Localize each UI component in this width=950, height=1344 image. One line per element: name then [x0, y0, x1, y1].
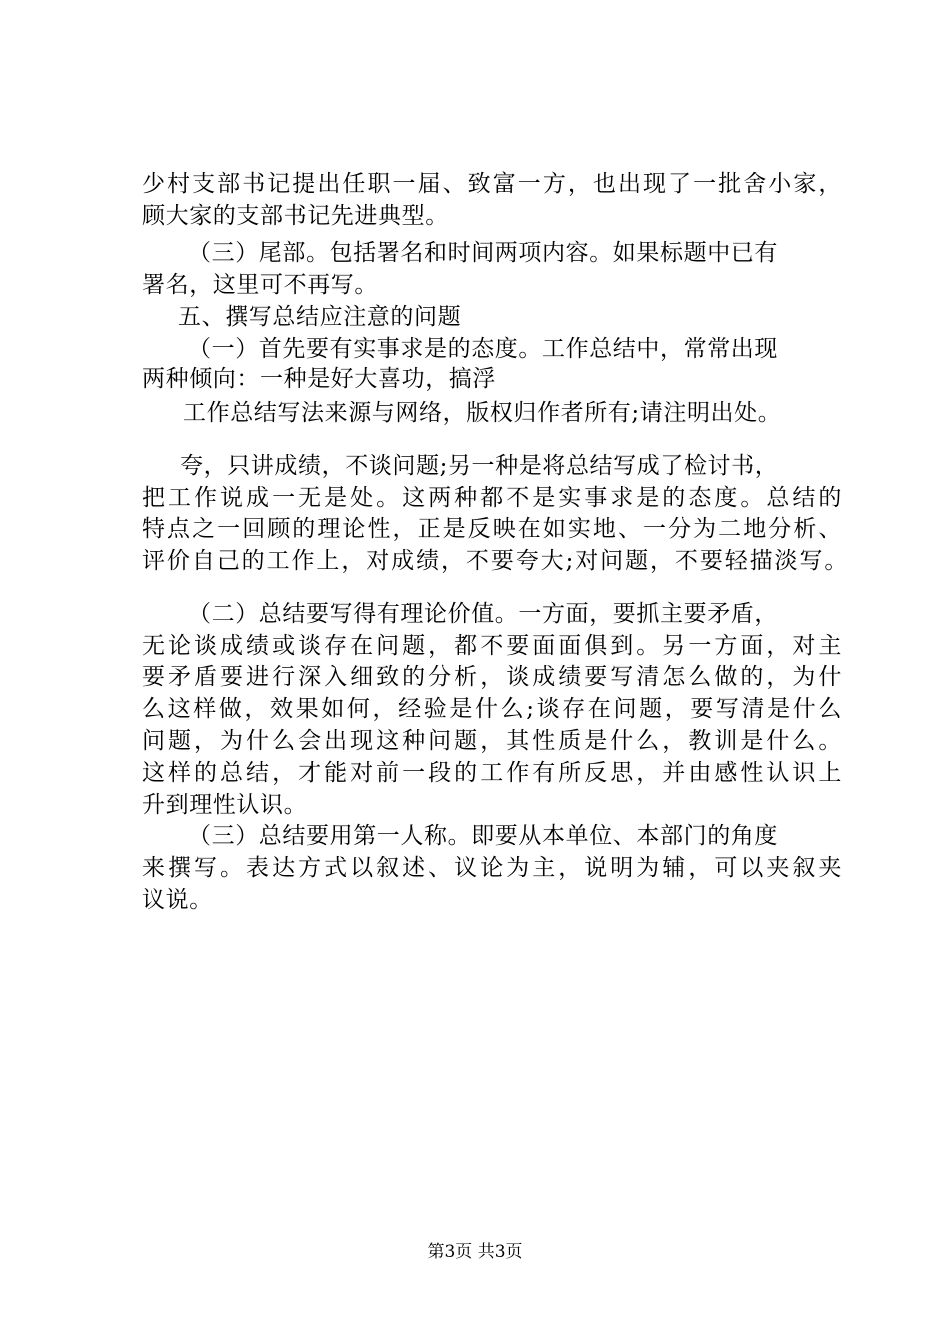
text-line: 特点之一回顾的理论性，正是反映在如实地、一分为二地分析、	[142, 516, 842, 542]
paragraph-line: 夸，只讲成绩，不谈问题;另一种是将总结写成了检讨书，	[180, 453, 779, 479]
paragraph-line: （一）首先要有实事求是的态度。工作总结中，常常出现	[188, 336, 778, 362]
text-line: 评价自己的工作上，对成绩，不要夸大;对问题，不要轻描淡写。	[142, 548, 848, 574]
text-line: 来撰写。表达方式以叙述、议论为主，说明为辅，可以夹叙夹	[142, 855, 842, 881]
text-line: 这样的总结，才能对前一段的工作有所反思，并由感性认识上	[142, 760, 842, 786]
text-line: 无论谈成绩或谈存在问题，都不要面面俱到。另一方面，对主	[142, 633, 842, 659]
text-line: 要矛盾要进行深入细致的分析，谈成绩要写清怎么做的，为什	[142, 664, 842, 690]
text-line: 问题，为什么会出现这种问题，其性质是什么，教训是什么。	[142, 728, 842, 754]
text-line: 么这样做，效果如何，经验是什么;谈存在问题，要写清是什么	[142, 696, 842, 722]
text-line: 顾大家的支部书记先进典型。	[142, 203, 449, 229]
paragraph-line: （二）总结要写得有理论价值。一方面，要抓主要矛盾，	[188, 601, 778, 627]
paragraph-line: （三）尾部。包括署名和时间两项内容。如果标题中已有	[188, 240, 778, 266]
text-line: 升到理性认识。	[142, 792, 308, 818]
text-line: 少村支部书记提出任职一届、致富一方，也出现了一批舍小家，	[142, 171, 842, 197]
section-heading: 五、撰写总结应注意的问题	[178, 304, 462, 330]
text-line: 两种倾向：一种是好大喜功，搞浮	[142, 366, 496, 392]
paragraph-line: （三）总结要用第一人称。即要从本单位、本部门的角度	[188, 823, 778, 849]
page-number: 第3页 共3页	[427, 1242, 523, 1262]
text-line: 署名，这里可不再写。	[142, 272, 378, 298]
text-line: 议说。	[142, 887, 213, 913]
source-notice: 工作总结写法来源与网络，版权归作者所有;请注明出处。	[183, 400, 782, 426]
text-line: 把工作说成一无是处。这两种都不是实事求是的态度。总结的	[142, 485, 842, 511]
